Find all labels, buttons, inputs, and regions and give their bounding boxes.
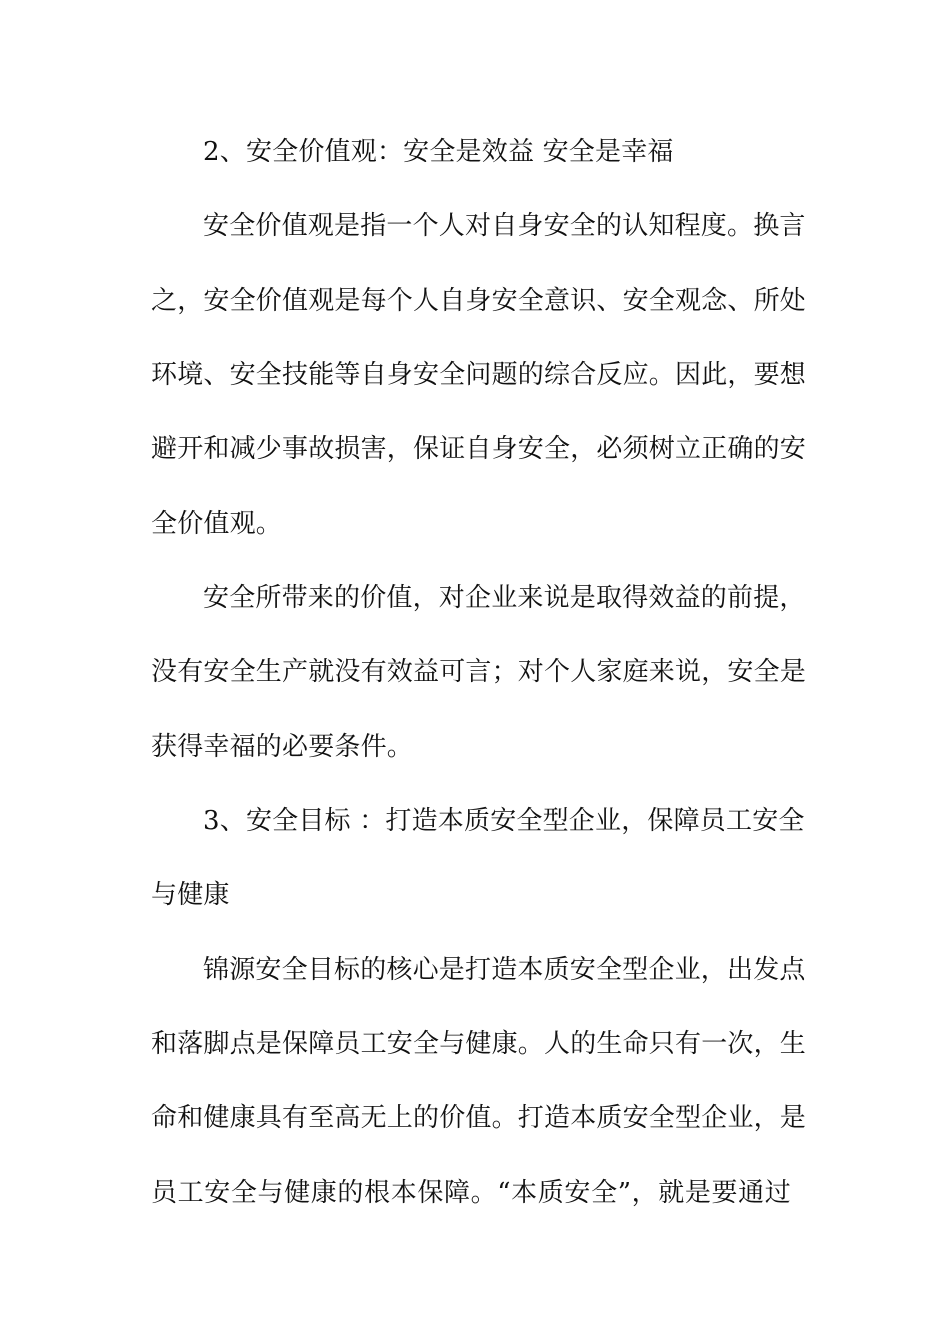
- paragraph-line: 环境、安全技能等自身安全问题的综合反应。因此，要想: [151, 360, 807, 390]
- paragraph-line: 和落脚点是保障员工安全与健康。人的生命只有一次，生: [151, 1029, 807, 1059]
- paragraph-line: 安全所带来的价值，对企业来说是取得效益的前提，: [203, 583, 806, 613]
- paragraph-line: 全价值观。: [151, 509, 283, 539]
- paragraph-line: 之，安全价值观是每个人自身安全意识、安全观念、所处: [151, 286, 807, 316]
- paragraph-line: 获得幸福的必要条件。: [151, 732, 414, 762]
- paragraph-line: 没有安全生产就没有效益可言；对个人家庭来说，安全是: [151, 657, 807, 687]
- paragraph-line: 安全价值观是指一个人对自身安全的认知程度。换言: [203, 211, 806, 241]
- section-heading-safety-goals: 3、安全目标 ：打造本质安全型企业，保障员工安全: [203, 806, 805, 836]
- section-heading-safety-goals-cont: 与健康: [151, 880, 230, 910]
- paragraph-line: 员工安全与健康的根本保障。“本质安全”，就是要通过: [151, 1178, 791, 1208]
- paragraph-line: 锦源安全目标的核心是打造本质安全型企业，出发点: [203, 955, 806, 985]
- paragraph-line: 命和健康具有至高无上的价值。打造本质安全型企业，是: [151, 1103, 807, 1133]
- paragraph-line: 避开和减少事故损害，保证自身安全，必须树立正确的安: [151, 434, 807, 464]
- section-heading-safety-values: 2、安全价值观：安全是效益 安全是幸福: [203, 137, 674, 167]
